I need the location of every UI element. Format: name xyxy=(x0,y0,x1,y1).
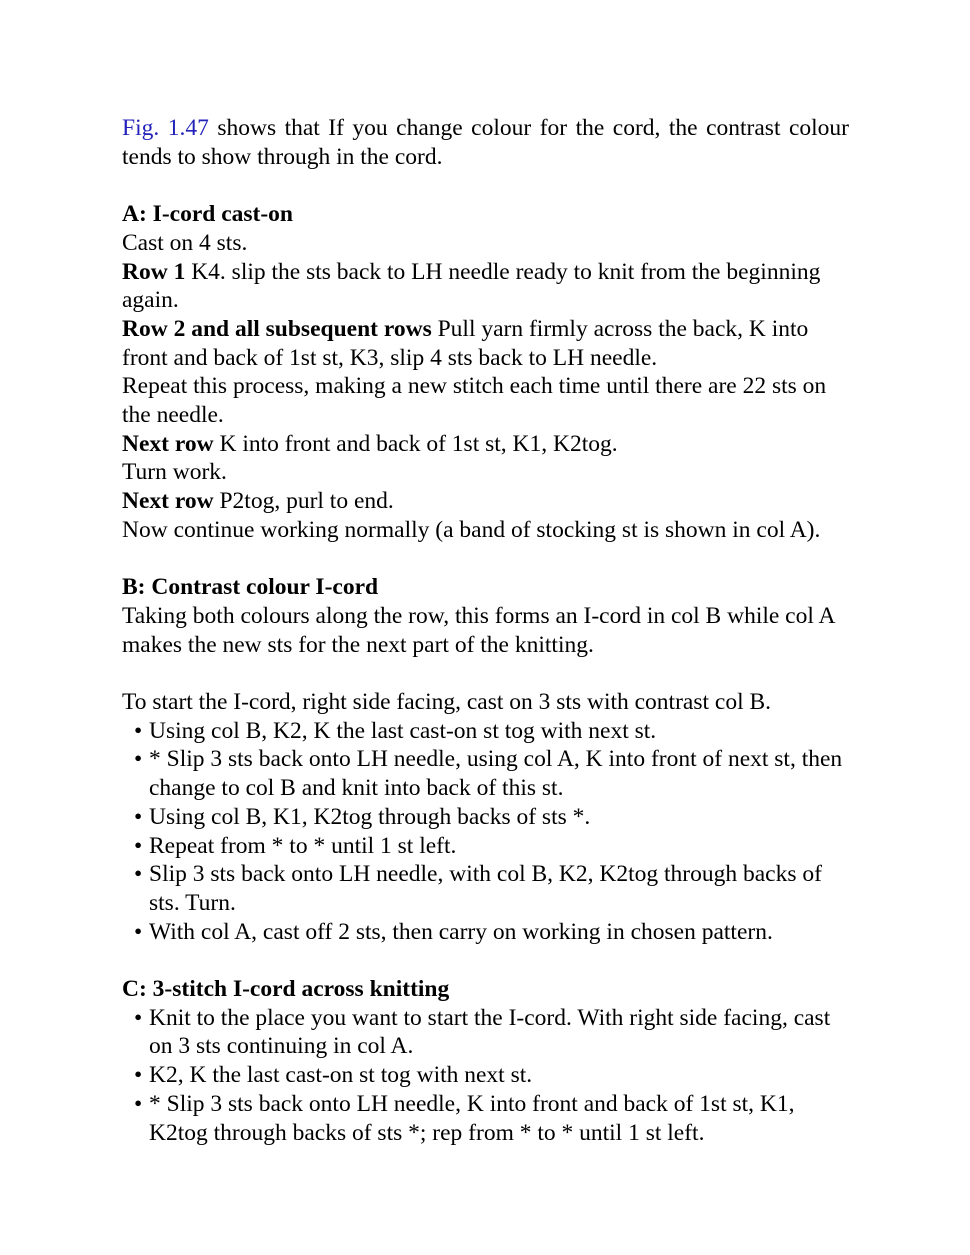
lead-in: Row 2 and all subsequent rows xyxy=(122,315,432,342)
intro-paragraph xyxy=(122,114,849,171)
bullet-icon: • xyxy=(134,1062,143,1089)
line-text: Cast on 4 sts. xyxy=(122,229,248,256)
bullet-icon: • xyxy=(134,832,143,859)
section-c-bullet-list xyxy=(122,1004,849,1148)
bullet-icon: • xyxy=(134,717,143,744)
list-item xyxy=(122,860,849,917)
blank-line xyxy=(122,545,849,574)
instruction-line xyxy=(122,258,849,315)
lead-in: Next row xyxy=(122,430,214,457)
section-c-heading: C: 3-stitch I-cord across knitting xyxy=(122,976,450,1003)
lead-in: Row 1 xyxy=(122,258,186,285)
instruction-line xyxy=(122,315,849,372)
bullet-text: Knit to the place you want to start the I-cord. With right side facing, cast on 3 sts continuing in col A. xyxy=(149,1004,831,1060)
line-text: K4. slip the sts back to LH needle ready to knit from the beginning again. xyxy=(122,258,821,314)
bullet-icon: • xyxy=(134,1004,143,1031)
instruction-line xyxy=(122,229,849,258)
document-page xyxy=(122,114,849,1147)
bullet-text: Slip 3 sts back onto LH needle, with col B, K2, K2tog through backs of sts. Turn. xyxy=(149,861,822,916)
bullet-icon: • xyxy=(134,1090,143,1117)
bullet-text: * Slip 3 sts back onto LH needle, K into front and back of 1st st, K1, K2tog through backs of sts *; rep from * to * until 1 st left. xyxy=(149,1090,795,1146)
bullet-text: Using col B, K1, K2tog through backs of sts *. xyxy=(149,803,591,830)
section-b-intro: Taking both colours along the row, this forms an I-cord in col B while col A makes the new sts for the next part of the knitting. xyxy=(122,602,835,658)
line-text: P2tog, purl to end. xyxy=(213,488,394,515)
bullet-icon: • xyxy=(134,746,143,773)
list-item xyxy=(122,832,849,861)
blank-line xyxy=(122,946,849,975)
instruction-line xyxy=(122,372,849,429)
section-b-heading: B: Contrast colour I-cord xyxy=(122,574,379,601)
figure-reference-link[interactable]: Fig. 1.47 xyxy=(122,115,209,141)
blank-line xyxy=(122,659,849,688)
bullet-text: * Slip 3 sts back onto LH needle, using col A, K into front of next st, then change to col B and knit into back of this st. xyxy=(149,746,843,802)
bullet-text: Using col B, K2, K the last cast-on st tog with next st. xyxy=(149,717,657,744)
line-text: Now continue working normally (a band of stocking st is shown in col A). xyxy=(122,516,821,543)
lead-in: Next row xyxy=(122,488,214,515)
instruction-line xyxy=(122,487,849,516)
section-b-bullet-list xyxy=(122,717,849,947)
list-item xyxy=(122,1090,849,1147)
list-item xyxy=(122,717,849,746)
line-text: Pull yarn firmly across the back, K into front and back of 1st st, K3, slip 4 sts back to LH needle. xyxy=(122,315,809,371)
instruction-line xyxy=(122,430,849,459)
blank-line xyxy=(122,171,849,200)
line-text: Turn work. xyxy=(122,459,227,486)
line-text: K into front and back of 1st st, K1, K2tog. xyxy=(213,430,618,457)
section-b-lead: To start the I-cord, right side facing, cast on 3 sts with contrast col B. xyxy=(122,689,772,716)
intro-text: shows that If you change colour for the cord, the contrast colour tends to show through in the cord. xyxy=(122,115,849,170)
line-text: Repeat this process, making a new stitch each time until there are 22 sts on the needle. xyxy=(122,373,827,429)
list-item xyxy=(122,1004,849,1061)
bullet-text: Repeat from * to * until 1 st left. xyxy=(149,832,457,859)
bullet-text: With col A, cast off 2 sts, then carry on working in chosen pattern. xyxy=(149,918,773,945)
bullet-text: K2, K the last cast-on st tog with next st. xyxy=(149,1062,533,1089)
section-a-heading: A: I-cord cast-on xyxy=(122,201,293,228)
bullet-icon: • xyxy=(134,861,143,888)
bullet-icon: • xyxy=(134,803,143,830)
list-item xyxy=(122,1061,849,1090)
list-item xyxy=(122,918,849,947)
bullet-icon: • xyxy=(134,918,143,945)
list-item xyxy=(122,803,849,832)
list-item xyxy=(122,745,849,802)
instruction-line xyxy=(122,458,849,487)
instruction-line xyxy=(122,516,849,545)
